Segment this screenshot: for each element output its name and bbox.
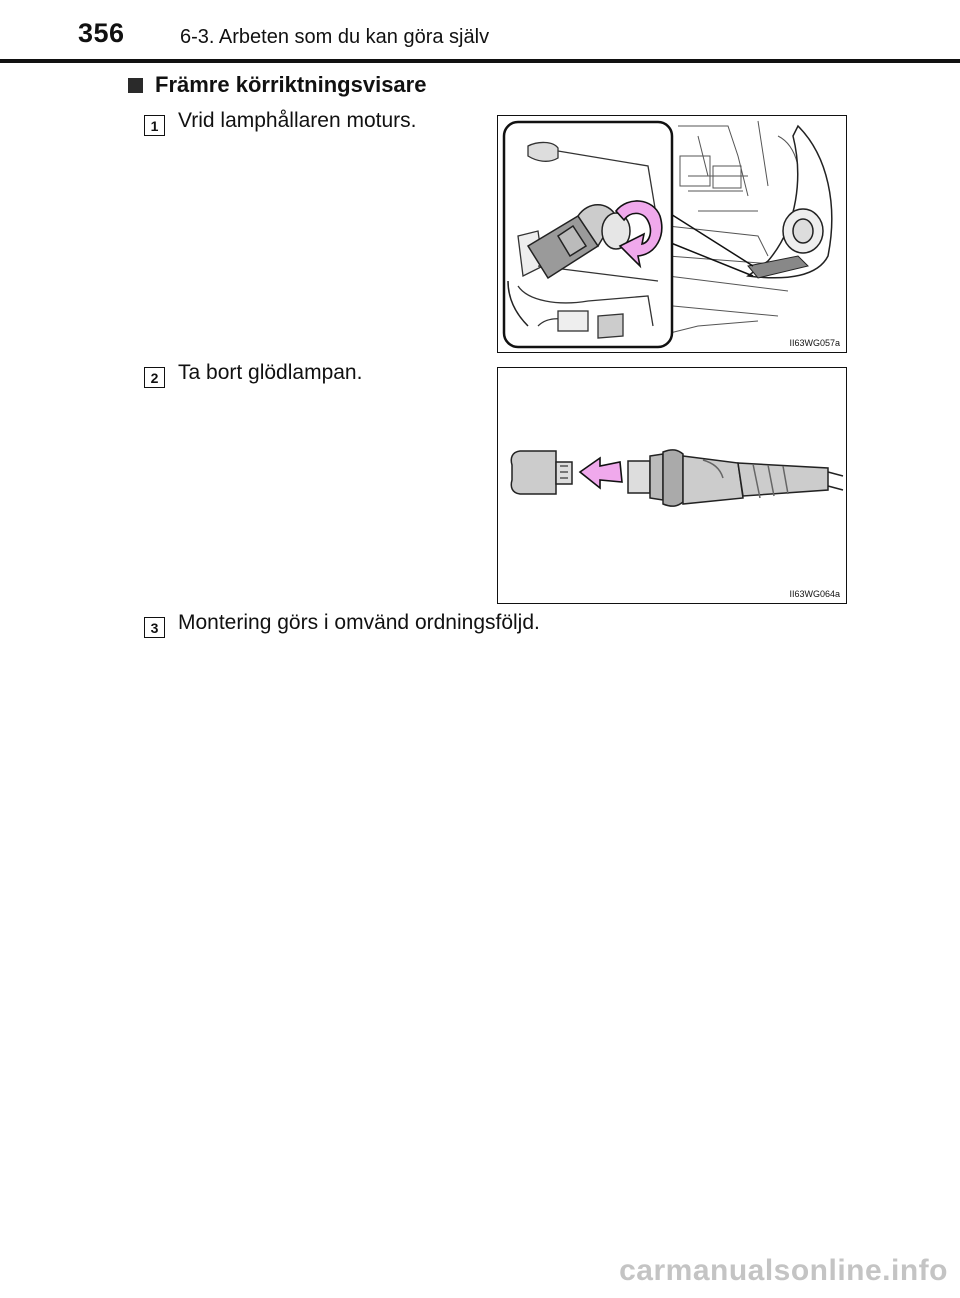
- watermark: carmanualsonline.info: [619, 1254, 948, 1287]
- figure-turn-lampholder: [497, 115, 847, 353]
- step-number: 3: [144, 617, 165, 638]
- page-number: 356: [78, 18, 125, 48]
- page-header: [0, 0, 960, 60]
- square-bullet-icon: [128, 78, 143, 93]
- lampholder-illustration: [498, 116, 845, 351]
- figure-remove-bulb: [497, 367, 847, 604]
- figure-code: II63WG064a: [789, 589, 840, 599]
- step-text: Vrid lamphållaren moturs.: [178, 109, 417, 132]
- step-text: Montering görs i omvänd ordningsföljd.: [178, 611, 540, 634]
- step-1: [144, 109, 417, 136]
- step-text: Ta bort glödlampan.: [178, 361, 363, 384]
- section-title: Främre körriktningsvisare: [155, 72, 427, 97]
- figure-code: II63WG057a: [789, 338, 840, 348]
- chapter-title: 6-3. Arbeten som du kan göra själv: [180, 26, 490, 48]
- pull-left-arrow-icon: [580, 458, 622, 488]
- bulb-removal-illustration: [498, 368, 845, 602]
- section-heading: [128, 72, 426, 98]
- step-3: [144, 611, 540, 638]
- header-rule: [0, 59, 960, 63]
- step-number: 2: [144, 367, 165, 388]
- step-2: [144, 361, 363, 388]
- step-number: 1: [144, 115, 165, 136]
